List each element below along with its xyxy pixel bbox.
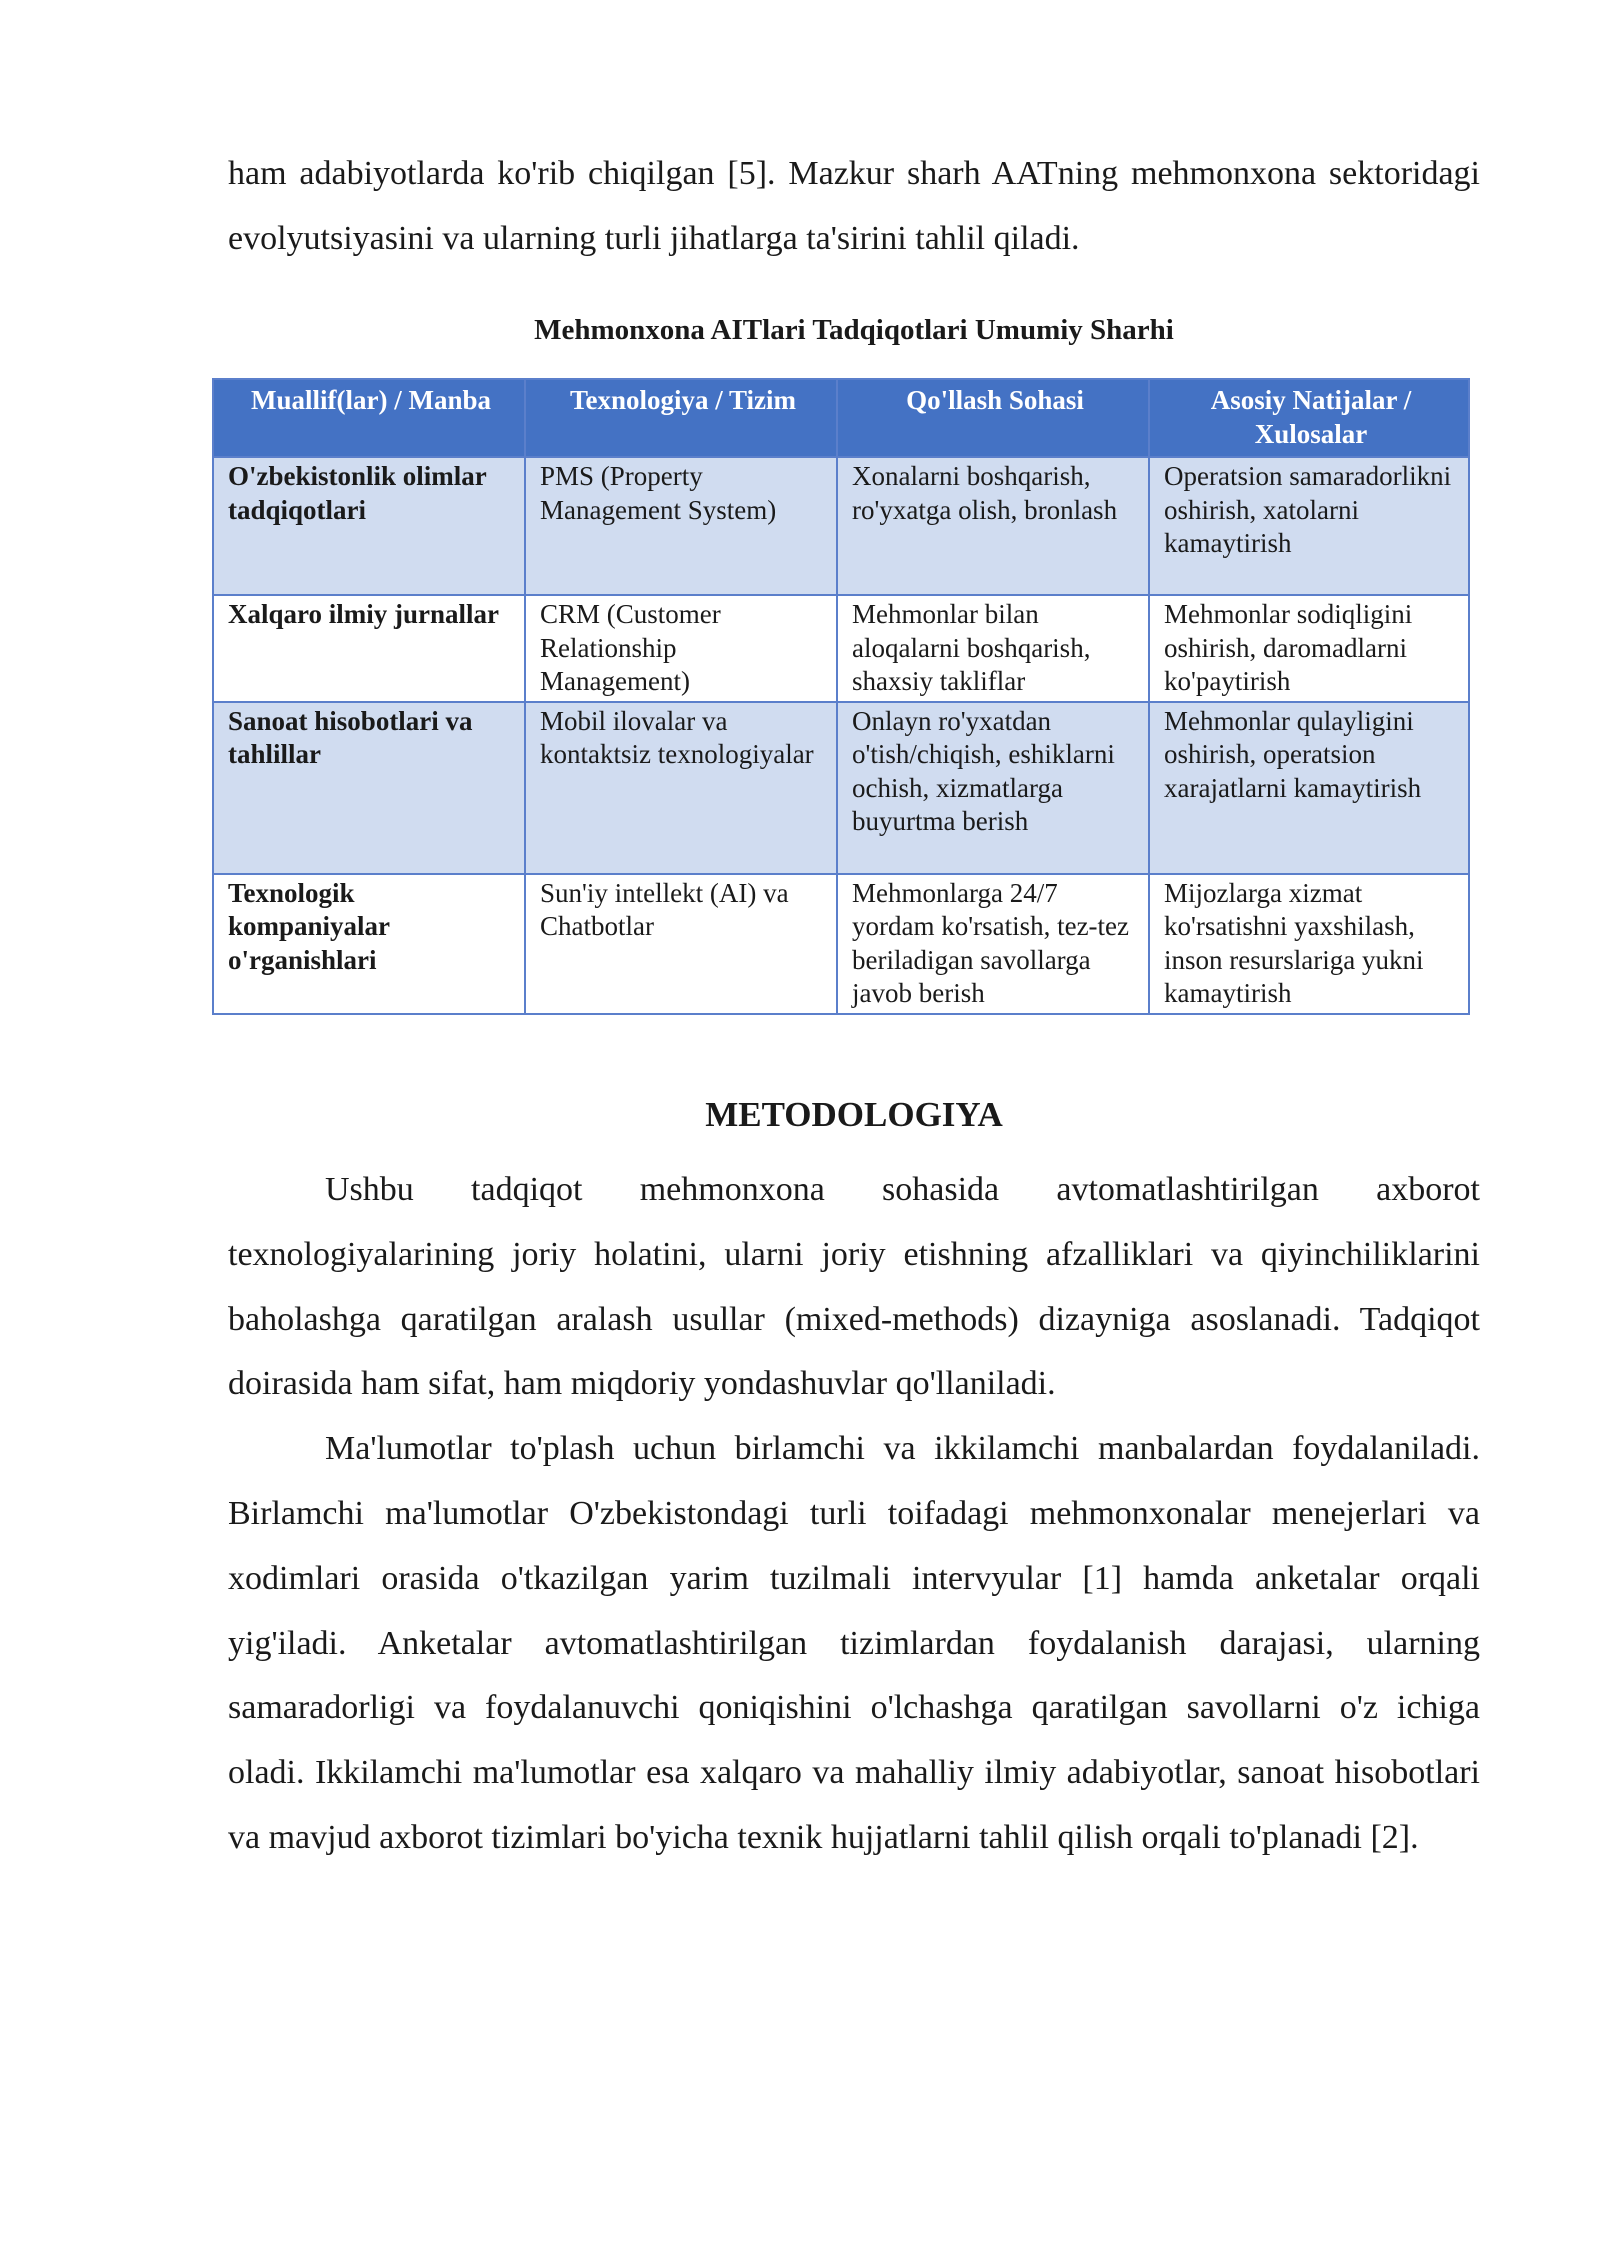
methodology-body <box>228 1158 1480 1871</box>
table-cell: Mijozlarga xizmat ko'rsatishni yaxshilash, inson resurslariga yukni kamaytirish <box>1149 874 1469 1014</box>
table-cell: Sanoat hisobotlari va tahlillar <box>213 702 525 874</box>
intro-paragraph-block <box>228 142 1480 272</box>
table-cell: Mehmonlar bilan aloqalarni boshqarish, shaxsiy takliflar <box>837 595 1149 702</box>
table-cell: Mehmonlar sodiqligini oshirish, daromadlarni ko'paytirish <box>1149 595 1469 702</box>
header-key-results: Asosiy Natijalar / Xulosalar <box>1149 379 1469 457</box>
table-cell: CRM (Customer Relationship Management) <box>525 595 837 702</box>
header-author-source: Muallif(lar) / Manba <box>213 379 525 457</box>
table-cell: PMS (Property Management System) <box>525 457 837 595</box>
table-row <box>213 595 1469 702</box>
table-row <box>213 457 1469 595</box>
table-cell: Xonalarni boshqarish, ro'yxatga olish, bronlash <box>837 457 1149 595</box>
section-heading: METODOLOGIYA <box>705 1095 1003 1134</box>
header-technology-system: Texnologiya / Tizim <box>525 379 837 457</box>
intro-paragraph: ham adabiyotlarda ko'rib chiqilgan [5]. Mazkur sharh AATning mehmonxona sektoridagi evolyutsiyasini va ularning turli jihatlarga ta'sirini tahlil qiladi. <box>228 155 1480 257</box>
table-cell: Sun'iy intellekt (AI) va Chatbotlar <box>525 874 837 1014</box>
methodology-paragraph: Ma'lumotlar to'plash uchun birlamchi va ikkilamchi manbalardan foydalaniladi. Birlamchi ma'lumotlar O'zbekistondagi turli toifadagi mehmonxonalar menejerlari va xodimlari orasida o'tkazilgan yarim tuzilmali intervyular [1] hamda anketalar orqali yig'iladi. Anketalar avtomatlashtirilgan tizimlardan foydalanish darajasi, ularning samaradorligi va foydalanuvchi qoniqishini o'lchashga qaratilgan savollarni o'z ichiga oladi. Ikkilamchi ma'lumotlar esa xalqaro va mahalliy ilmiy adabiyotlar, sanoat hisobotlari va mavjud axborot tizimlari bo'yicha texnik hujjatlarni tahlil qilish orqali to'planadi [2]. <box>228 1430 1480 1856</box>
table-row <box>213 702 1469 874</box>
table-cell: Xalqaro ilmiy jurnallar <box>213 595 525 702</box>
header-application-area: Qo'llash Sohasi <box>837 379 1149 457</box>
table-header-row <box>213 379 1469 457</box>
methodology-paragraph: Ushbu tadqiqot mehmonxona sohasida avtomatlashtirilgan axborot texnologiyalarining joriy holatini, ularni joriy etishning afzalliklari va qiyinchiliklarini baholashga qaratilgan aralash usullar (mixed-methods) dizayniga asoslanadi. Tadqiqot doirasida ham sifat, ham miqdoriy yondashuvlar qo'llaniladi. <box>228 1171 1480 1403</box>
table-caption: Mehmonxona AITlari Tadqiqotlari Umumiy Sharhi <box>534 314 1174 346</box>
table-cell: O'zbekistonlik olimlar tadqiqotlari <box>213 457 525 595</box>
table-cell: Mobil ilovalar va kontaktsiz texnologiyalar <box>525 702 837 874</box>
table-cell: Mehmonlarga 24/7 yordam ko'rsatish, tez-tez beriladigan savollarga javob berish <box>837 874 1149 1014</box>
table-cell: Onlayn ro'yxatdan o'tish/chiqish, eshiklarni ochish, xizmatlarga buyurtma berish <box>837 702 1149 874</box>
table-row <box>213 874 1469 1014</box>
table-cell: Operatsion samaradorlikni oshirish, xatolarni kamaytirish <box>1149 457 1469 595</box>
table-cell: Mehmonlar qulayligini oshirish, operatsion xarajatlarni kamaytirish <box>1149 702 1469 874</box>
research-overview-table <box>212 378 1470 1015</box>
table-cell: Texnologik kompaniyalar o'rganishlari <box>213 874 525 1014</box>
